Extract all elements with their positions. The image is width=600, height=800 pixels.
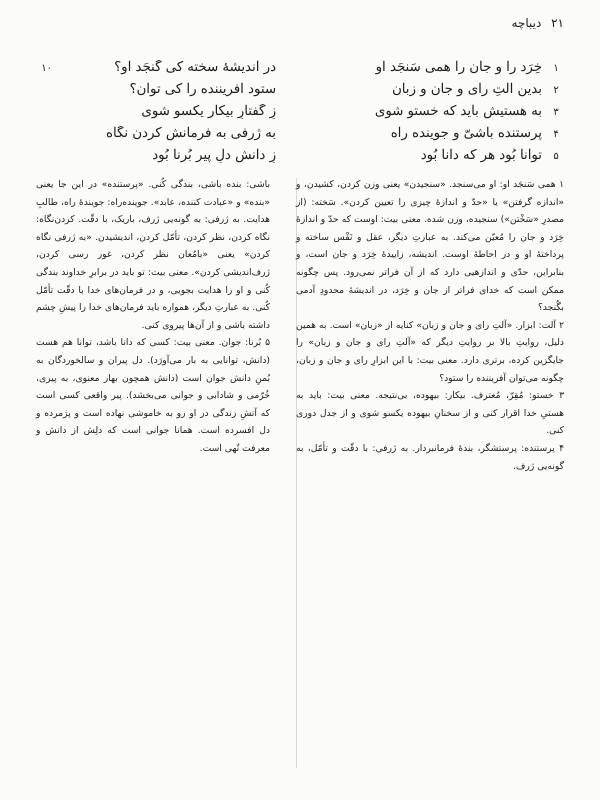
hemistich-first: خِرَد را و جان را همی سَنجَد او — [375, 60, 542, 75]
note-paragraph: ۱ همی سَنجَد او: او می‌سنجد. «سنجیدن» یعنی وزن کردن، کشیدن، و «اندازه گرفتن» یا «حدّ و اندازهٔ چیزی را تعیین کردن». سَخته: (از مصدرِ «سَخْتن») سنجیده، وزن شده. معنی بیت: اوست که حدّ و اندازهٔ خِرَد و جان را مُعیّن می‌کند. به عبارتِ دیگر، عقل و نَفْس ساخته و پرداختهٔ او و در احاطهٔ اوست. اندیشه، زاییدهٔ خِرَد و جان است، و بنابراین، حدّی و اندازهیی دارد که از آن فراتر نمی‌رود. پس چگونه ممکن است که خدای فراتر از جان و خِرَد، در اندیشهٔ محدودِ آدمی بگُنجد؟ — [296, 179, 564, 314]
couplet — [36, 60, 564, 82]
hemistich-first: توانا بُود هر که دانا بُود — [420, 148, 542, 163]
line-number: ۳ — [553, 107, 559, 118]
hemistich-second: زِ دانش دلِ پیر بُرنا بُود — [152, 148, 276, 163]
hemistich-second: به ژرفی به فرمانش کردن نگاه — [105, 126, 276, 141]
couplet — [36, 104, 564, 126]
line-number: ۲ — [553, 85, 559, 96]
running-head — [36, 16, 564, 34]
note-paragraph: ۵ بُرنا: جوان. معنی بیت: کسی که دانا باشد، توانا هم هست (دانش، توانایی به بار می‌آورَد). دل پیران و سالخوردگان به بُمنِ دانش جوان است (دانش همچون بهار معنوی، به پیری، خُرّمی و شادابی و جوانی می‌بخشد). پیر واقعی کسی است که آتشِ زندگی در او رو به خاموشی نهاده است و پژمرده و دل افسرده است. همانا جوانی است که دلِش از دانش و معرفت تُهی است. — [36, 337, 270, 454]
page-number: ۲۱ — [551, 16, 564, 30]
note-paragraph: ۳ خستو: مُقِرّ، مُعترف. بیکار: بیهوده، بی‌نتیجه. معنی بیت: باید به هستیِ خدا اقرار کنی و از سخنانِ بیهوده یکسو شوی و از جدل دوری کنی. — [296, 390, 564, 437]
note-paragraph: باشی: بنده باشی، بندگی کُنی. «پرستنده» در این جا یعنی «بنده» و «عبادت کننده، عابد». جوینده‌راه: جویندهٔ راه، طالبِ هدایت. به ژرفی: به گونه‌یی ژرف، باریک، با دقّت. کردن‌نگاه: نگاه کردن، نظر کردن، تأمّل کردن، اندیشیدن. «به ژرفی نگاه کردن» یعنی «بامُعان نظر کردن، غور رسی کردن، ژرف‌اندیشی کردن». معنی بیت: تو باید در برابرِ خداوند بندگی کُنی و او را هدایت بجویی، و در فرمان‌های خدا با دقّت تأمّل کُنی. به عبارتِ دیگر، همواره باید فرمان‌های خدا را پیشِ چشم داشته باشی و از آن‌ها پیروی کنی. — [36, 179, 270, 331]
line-number-ten: ۱۰ — [41, 63, 52, 74]
line-number: ۴ — [553, 129, 559, 140]
hemistich-first: به هستیش باید که خستو شوی — [374, 104, 542, 119]
chapter-title: دیباچه — [511, 16, 542, 30]
couplet — [36, 148, 564, 170]
couplet — [36, 82, 564, 104]
hemistich-first: بدین آلتِ رای و جان و زبان — [391, 82, 542, 97]
line-number: ۵ — [553, 151, 559, 162]
couplet — [36, 126, 564, 148]
commentary-left-column — [36, 176, 270, 458]
hemistich-second: زِ گُفتارِ بیکار یکسو شوی — [141, 104, 276, 119]
hemistich-second: ستود آفریننده را کی توان؟ — [129, 82, 276, 97]
line-number: ۱ — [553, 63, 559, 74]
note-paragraph: ۴ پرستنده: پرستشگر، بندهٔ فرمانبردار. به ژرفی: با دقّت و تأمّل، به گونه‌یی ژرف. — [296, 442, 564, 472]
hemistich-first: پرستنده باشیّ و جوینده راه — [390, 126, 542, 141]
commentary-right-column — [296, 176, 564, 475]
note-paragraph: ۲ آلت: ابزار. «آلتِ رای و جان و زبان» کنایه از «زبان» است. به همین دلیل، روایتِ بالا بر روایتِ دیگر که «آلتِ رای و جان و زبان» را جایگزین کرده، برتری دارد. معنی بیت: با این ابزارِ رای و جان و زبان، چگونه می‌توان آفریننده را ستود؟ — [296, 319, 564, 384]
poem-block — [36, 56, 564, 174]
hemistich-second: در اندیشهٔ سخته کی گُنجَد او؟ — [114, 60, 276, 75]
